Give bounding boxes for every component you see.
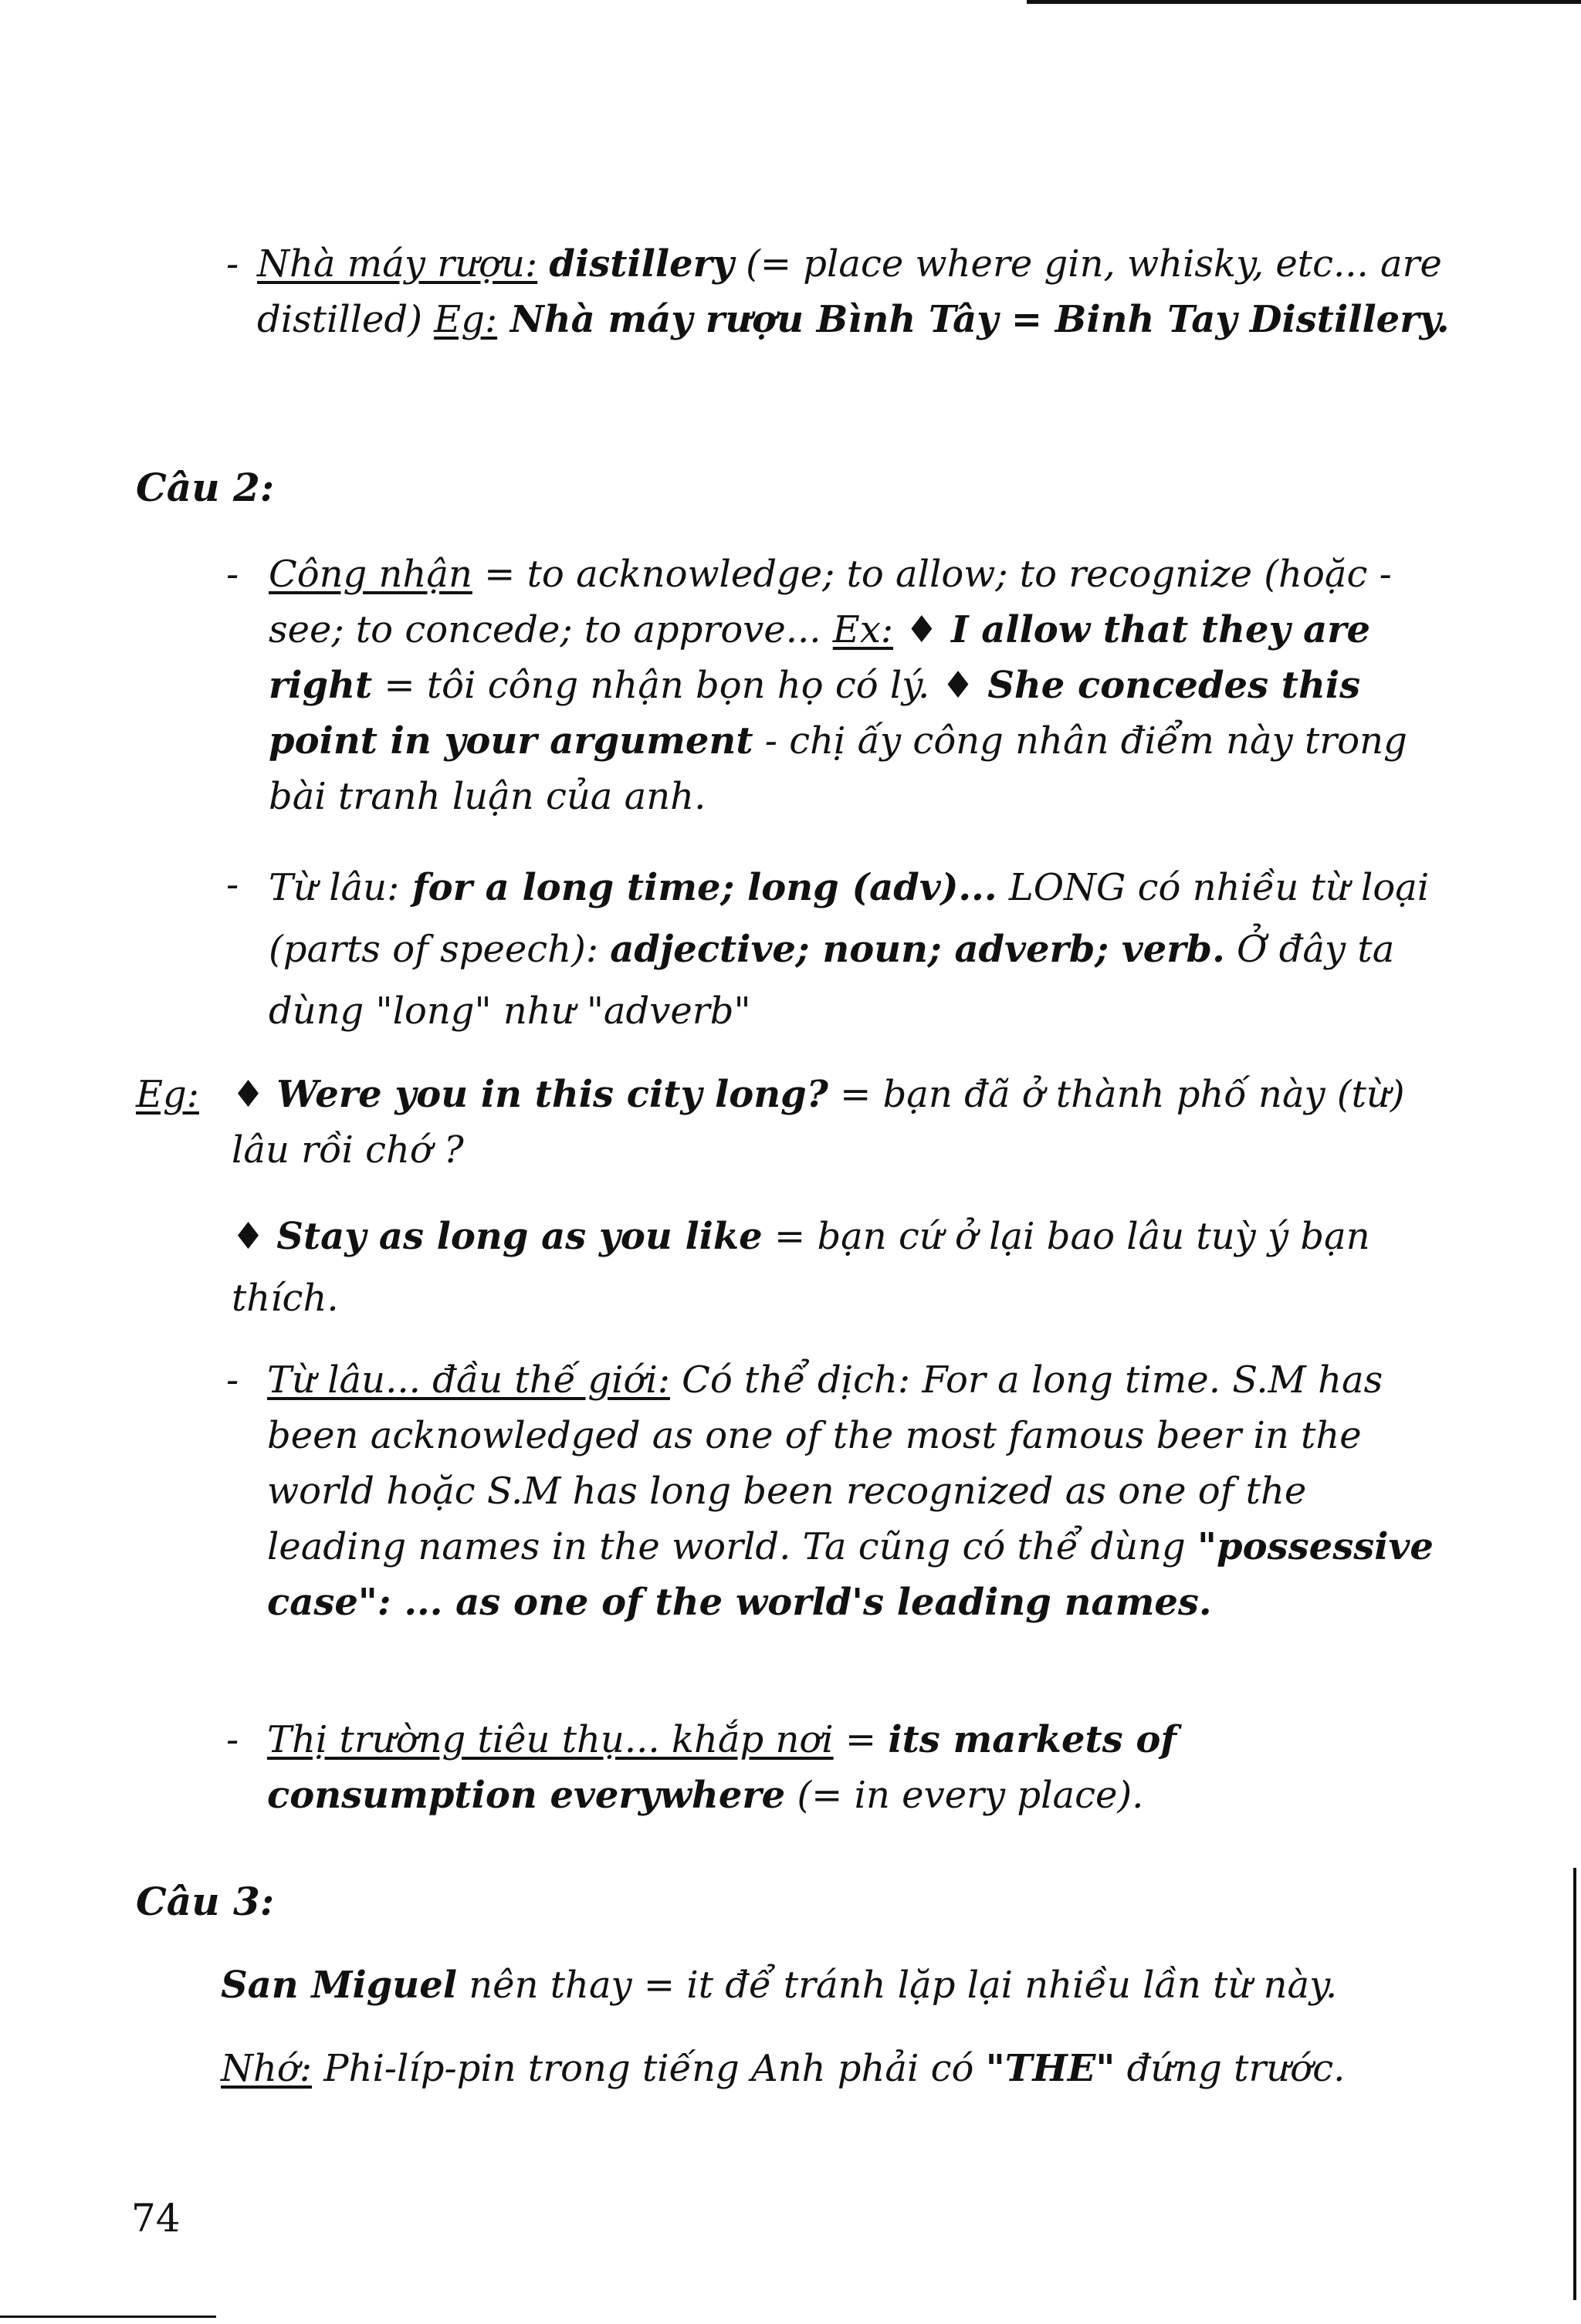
parts-of-speech: adjective; noun; adverb; verb. xyxy=(610,928,1225,971)
right-edge-rule xyxy=(1573,1868,1576,2300)
example-english: Were you in this city long? xyxy=(276,1073,828,1116)
bullet-dash: - xyxy=(226,553,239,596)
top-rule xyxy=(1027,0,1581,4)
the-keyword: "THE" xyxy=(985,2047,1116,2090)
entry-definition: (= in every place). xyxy=(785,1774,1144,1817)
cau3-line-2 xyxy=(221,2041,1456,2096)
bullet-dash: - xyxy=(226,242,239,286)
example-vietnamese: = bạn đã ở thành phố này (từ) lâu rồi chớ ? xyxy=(232,1073,1405,1172)
distillery-entry xyxy=(257,236,1454,347)
ex-label: Ex: xyxy=(832,608,894,651)
page-number: 74 xyxy=(131,2196,181,2241)
entry-example: Nhà máy rượu Bình Tây = Binh Tay Distillery. xyxy=(497,298,1450,341)
entry-definition: = to acknowledge; to allow; to recognize (hoặc - see; to concede; to approve... xyxy=(269,553,1392,651)
example-english: She concedes this point in your argument xyxy=(269,664,1361,763)
nho-label: Nhớ: xyxy=(221,2047,312,2090)
entry-term: Nhà máy rượu: xyxy=(257,242,538,286)
entry-phrase: its markets of consumption everywhere xyxy=(267,1718,1177,1817)
entry-note: Ở đây ta dùng "long" như "adverb" xyxy=(269,928,1395,1033)
eg-label: Eg: xyxy=(434,298,498,341)
tulau-entry xyxy=(269,857,1450,1042)
entry-word: distillery xyxy=(549,242,734,286)
equals-sign: = xyxy=(833,1718,889,1761)
example-vietnamese: = bạn cứ ở lại bao lâu tuỳ ý bạn thích. xyxy=(232,1215,1370,1320)
term-bold: San Miguel xyxy=(221,1964,457,2007)
eg-example-1 xyxy=(232,1067,1451,1178)
diamond-bullet-icon: ♦ xyxy=(232,1215,266,1258)
example-english: Stay as long as you like xyxy=(276,1215,763,1258)
entry-definition-bold: for a long time; long (adv)... xyxy=(399,866,997,909)
bottom-rule xyxy=(0,2316,216,2318)
example-vietnamese: - chị ấy công nhân điểm này trong bài tranh luận của anh. xyxy=(269,719,1407,818)
cau3-line-1 xyxy=(221,1957,1456,2013)
possessive-case-example: "possessive case": ... as one of the world's leading names. xyxy=(267,1525,1434,1624)
diamond-bullet-icon: ♦ xyxy=(905,608,939,651)
bullet-dash: - xyxy=(226,1718,239,1761)
bullet-dash: - xyxy=(226,1358,239,1402)
eg-example-2 xyxy=(232,1206,1451,1329)
entry-definition: (= place where gin, whisky, etc... are distilled) xyxy=(257,242,1442,341)
line-text-end: đứng trước. xyxy=(1115,2047,1346,2090)
entry-term: Thị trường tiêu thụ... khắp nơi xyxy=(267,1718,834,1761)
tulau-dau-entry xyxy=(267,1352,1450,1630)
congnhan-entry xyxy=(269,546,1450,824)
section-heading-cau3: Câu 3: xyxy=(136,1879,275,1924)
eg-label: Eg: xyxy=(136,1073,199,1116)
diamond-bullet-icon: ♦ xyxy=(941,664,975,707)
section-heading-cau2: Câu 2: xyxy=(136,465,275,510)
example-english: I allow that they are right xyxy=(269,608,1371,707)
line-text: Phi-líp-pin trong tiếng Anh phải có xyxy=(311,2047,986,2090)
example-vietnamese: = tôi công nhận bọn họ có lý. xyxy=(372,664,942,707)
bullet-dash: - xyxy=(226,863,239,906)
entry-definition: LONG có nhiều từ loại (parts of speech): xyxy=(269,866,1430,971)
entry-term: Từ lâu... đầu thế giới: xyxy=(267,1358,670,1402)
entry-body: Có thể dịch: For a long time. S.M has been acknowledged as one of the most famous beer in the world hoặc S.M has long been recognized as one of the leading names in the world. Ta cũng có thể dùng xyxy=(267,1358,1383,1568)
entry-term: Công nhận xyxy=(269,553,472,596)
thitruong-entry xyxy=(267,1712,1450,1823)
entry-term: Từ lâu: xyxy=(269,866,400,909)
line-text: nên thay = it để tránh lặp lại nhiều lần từ này. xyxy=(456,1964,1338,2007)
diamond-bullet-icon: ♦ xyxy=(232,1073,266,1116)
